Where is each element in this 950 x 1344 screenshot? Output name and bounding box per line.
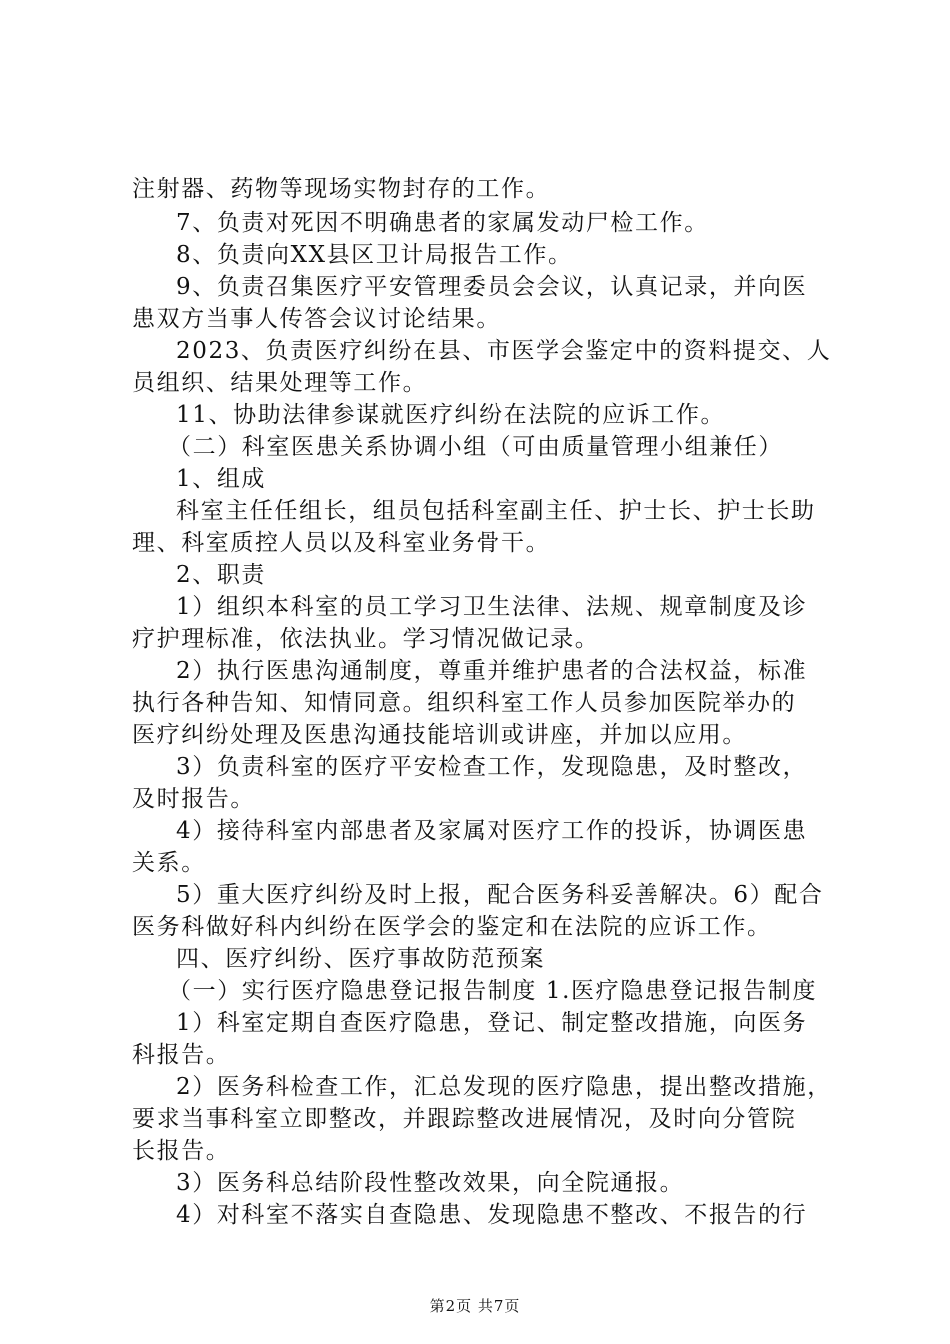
text-line: 8、负责向XX县区卫计局报告工作。 [176, 242, 573, 268]
text-line: 2023、负责医疗纠纷在县、市医学会鉴定中的资料提交、人 [176, 338, 832, 364]
text-line: 1）组织本科室的员工学习卫生法律、法规、规章制度及诊 [176, 594, 808, 620]
text-line: 长报告。 [132, 1138, 231, 1164]
text-line: 科室主任任组长，组员包括科室副主任、护士长、护士长助 [176, 498, 816, 524]
text-line: 2、职责 [176, 562, 267, 588]
text-line: 2）执行医患沟通制度，尊重并维护患者的合法权益，标准 [176, 658, 808, 684]
text-line: 要求当事科室立即整改，并跟踪整改进展情况，及时向分管院 [132, 1106, 797, 1132]
text-line: 关系。 [132, 850, 206, 876]
text-line: 5）重大医疗纠纷及时上报，配合医务科妥善解决。6）配合 [176, 882, 824, 908]
text-line: 4）接待科室内部患者及家属对医疗工作的投诉，协调医患 [176, 818, 808, 844]
text-line: 11、协助法律参谋就医疗纠纷在法院的应诉工作。 [176, 402, 726, 428]
text-line: 注射器、药物等现场实物封存的工作。 [132, 176, 551, 202]
text-line: 7、负责对死因不明确患者的家属发动尸检工作。 [176, 210, 709, 236]
text-line: 及时报告。 [132, 786, 255, 812]
text-line: 四、医疗纠纷、医疗事故防范预案 [176, 946, 545, 972]
text-line: （二）科室医患关系协调小组（可由质量管理小组兼任） [168, 434, 783, 460]
text-line: 医疗纠纷处理及医患沟通技能培训或讲座，并加以应用。 [132, 722, 747, 748]
text-line: （一）实行医疗隐患登记报告制度 1.医疗隐患登记报告制度 [168, 978, 818, 1004]
text-line: 执行各种告知、知情同意。组织科室工作人员参加医院举办的 [132, 690, 797, 716]
text-line: 疗护理标准，依法执业。学习情况做记录。 [132, 626, 600, 652]
text-line: 员组织、结果处理等工作。 [132, 370, 428, 396]
text-line: 1）科室定期自查医疗隐患，登记、制定整改措施，向医务 [176, 1010, 808, 1036]
text-line: 2）医务科检查工作，汇总发现的医疗隐患，提出整改措施， [176, 1074, 832, 1100]
text-line: 科报告。 [132, 1042, 231, 1068]
page-footer: 第2页 共7页 [429, 1297, 521, 1315]
text-line: 3）医务科总结阶段性整改效果，向全院通报。 [176, 1170, 685, 1196]
text-line: 9、负责召集医疗平安管理委员会会议，认真记录，并向医 [176, 274, 808, 300]
text-line: 4）对科室不落实自查隐患、发现隐患不整改、不报告的行 [176, 1202, 808, 1228]
text-line: 3）负责科室的医疗平安检查工作，发现隐患，及时整改， [176, 754, 808, 780]
text-line: 1、组成 [176, 466, 267, 492]
text-line: 理、科室质控人员以及科室业务骨干。 [132, 530, 551, 556]
text-line: 医务科做好科内纠纷在医学会的鉴定和在法院的应诉工作。 [132, 914, 772, 940]
text-line: 患双方当事人传答会议讨论结果。 [132, 306, 501, 332]
